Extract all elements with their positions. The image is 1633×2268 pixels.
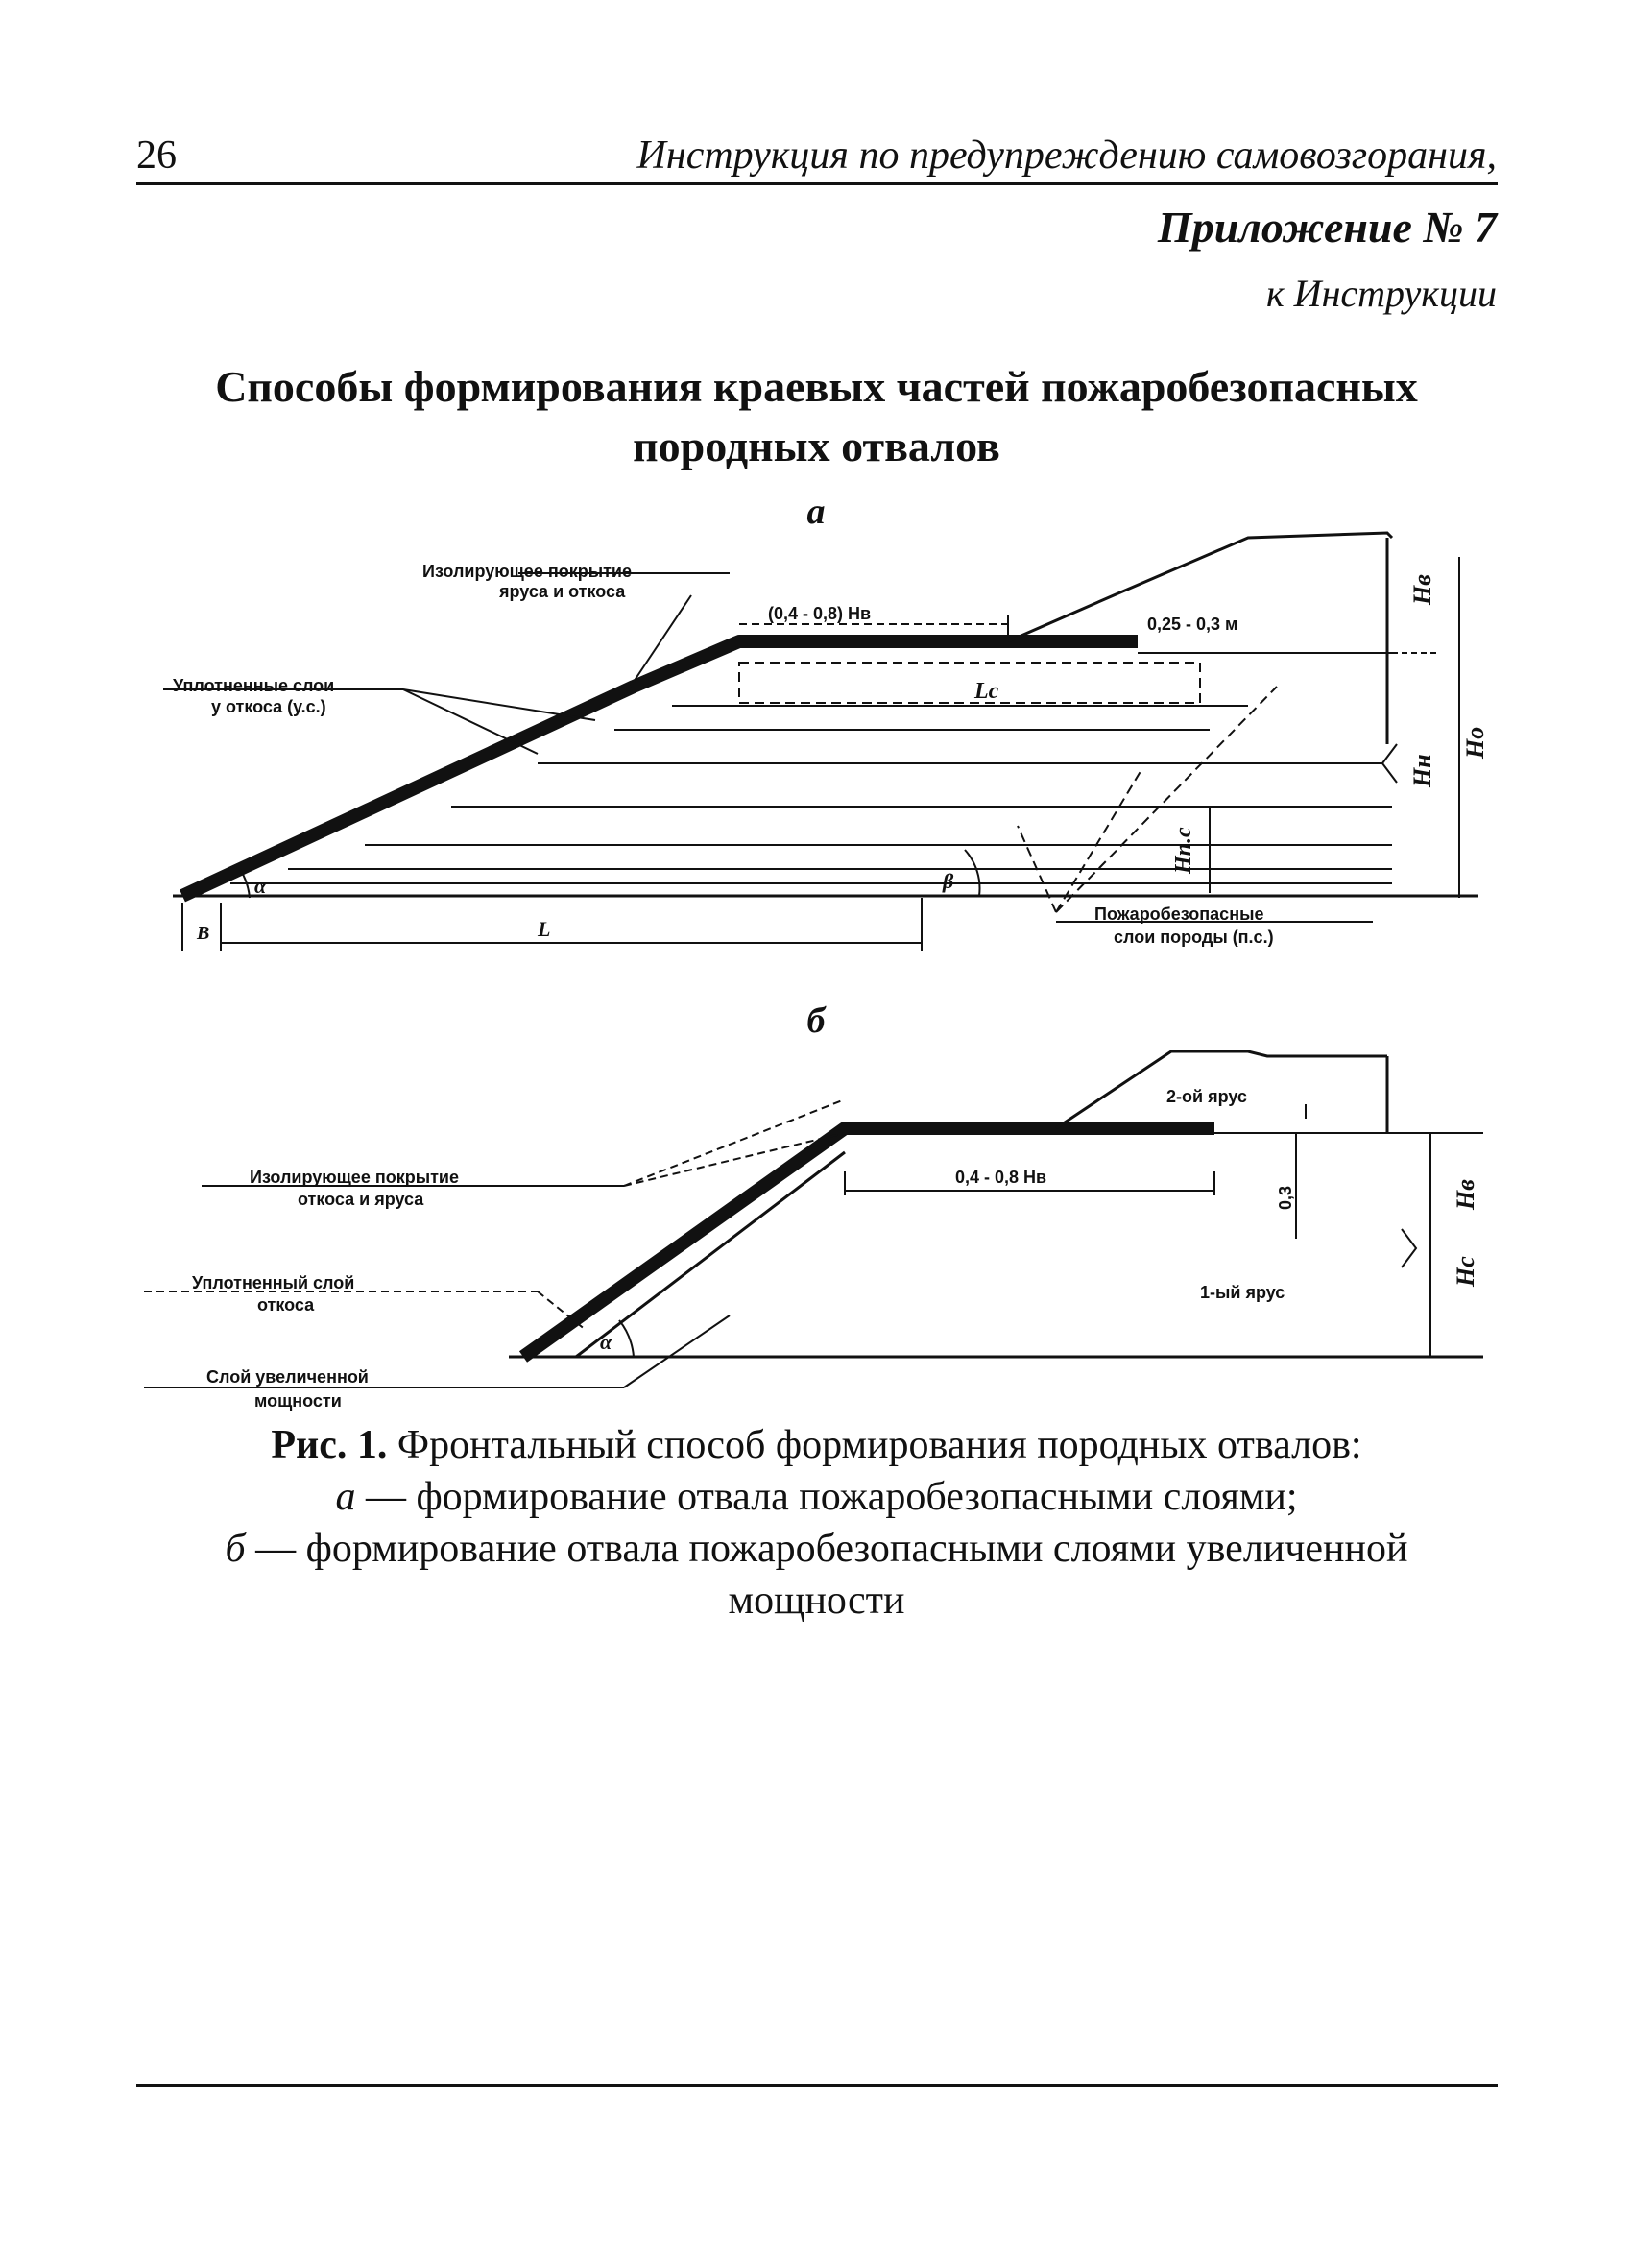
appendix-subtitle: к Инструкции (1265, 272, 1497, 315)
figure-a-dim-l: L (538, 917, 551, 941)
figure-b-alpha: α (600, 1330, 612, 1354)
caption-line3-letter: б (225, 1527, 246, 1571)
figure-a-dim-top: (0,4 - 0,8) Hв (768, 604, 872, 623)
caption-line1-text: Фронтальный способ формирования породных отвалов: (387, 1423, 1362, 1467)
caption-line3 (0, 1523, 1633, 1575)
footer-rule (136, 2084, 1498, 2087)
caption-line2 (0, 1471, 1633, 1523)
figure-a-diagram (163, 533, 1478, 951)
page-title-line1: Способы формирования краевых частей пожаробезопасных (215, 362, 1418, 411)
figure-b-thick-line2: мощности (254, 1391, 342, 1411)
figure-b-tier1: 1-ый ярус (1200, 1283, 1285, 1302)
figure-b-dim-top: 0,4 - 0,8 Hв (955, 1168, 1047, 1187)
figure-b-label: б (806, 1001, 826, 1041)
figure-b-h-v: Hв (1452, 1179, 1479, 1210)
figure-a-label: а (806, 492, 826, 532)
figure-a-dim-lc: Lс (974, 679, 999, 704)
figure-b-diagram (144, 1051, 1483, 1387)
caption-fig-number: Рис. 1. (271, 1423, 388, 1467)
figure-b-coating-line2: откоса и яруса (298, 1190, 424, 1209)
appendix-title: Приложение № 7 (1157, 203, 1497, 252)
figure-a-h-ps: Hп.с (1171, 827, 1196, 874)
caption-line1 (0, 1419, 1633, 1471)
figure-a-coating-line2: яруса и откоса (499, 582, 626, 601)
figure-a-h-v: Hв (1408, 574, 1436, 605)
figure-a-alpha: α (254, 874, 267, 898)
figure-a-compacted-line2: у откоса (у.с.) (211, 697, 326, 716)
running-title: Инструкция по предупреждению самовозгорания, (636, 133, 1497, 178)
caption-line2-letter: а (335, 1475, 356, 1519)
figure-b-coating-line1: Изолирующее покрытие (250, 1168, 459, 1187)
figure-a-h-n: Hн (1408, 754, 1436, 787)
figure-b-dim-03: 0,3 (1276, 1185, 1295, 1210)
figure-caption (0, 1419, 1633, 1627)
caption-line3-text: — формирование отвала пожаробезопасными слоями увеличенной (245, 1527, 1408, 1571)
figure-b-compacted-line1: Уплотненный слой (192, 1273, 355, 1292)
page-number: 26 (136, 133, 177, 178)
figure-a-beta: β (943, 869, 954, 893)
page-title-line2: породных отвалов (633, 422, 1000, 470)
caption-line2-text: — формирование отвала пожаробезопасными слоями; (355, 1475, 1298, 1519)
figure-b-compacted-line2: откоса (257, 1295, 315, 1315)
figure-a-h-o: Hо (1461, 726, 1489, 759)
figure-a-compacted-line1: Уплотненные слои (173, 676, 335, 695)
caption-line4: мощности (728, 1579, 905, 1623)
figure-a-fireproof-line1: Пожаробезопасные (1094, 905, 1264, 924)
figure-b-thick-line1: Слой увеличенной (206, 1367, 369, 1387)
figure-a-dim-b: B (197, 923, 210, 944)
figure-b-tier2: 2-ой ярус (1166, 1087, 1247, 1106)
figure-a-dim-coat: 0,25 - 0,3 м (1147, 615, 1238, 634)
figure-a-coating-line1: Изолирующее покрытие (422, 562, 632, 581)
figure-a-fireproof-line2: слои породы (п.с.) (1114, 928, 1274, 947)
figure-b-h-c: Hс (1452, 1256, 1479, 1287)
